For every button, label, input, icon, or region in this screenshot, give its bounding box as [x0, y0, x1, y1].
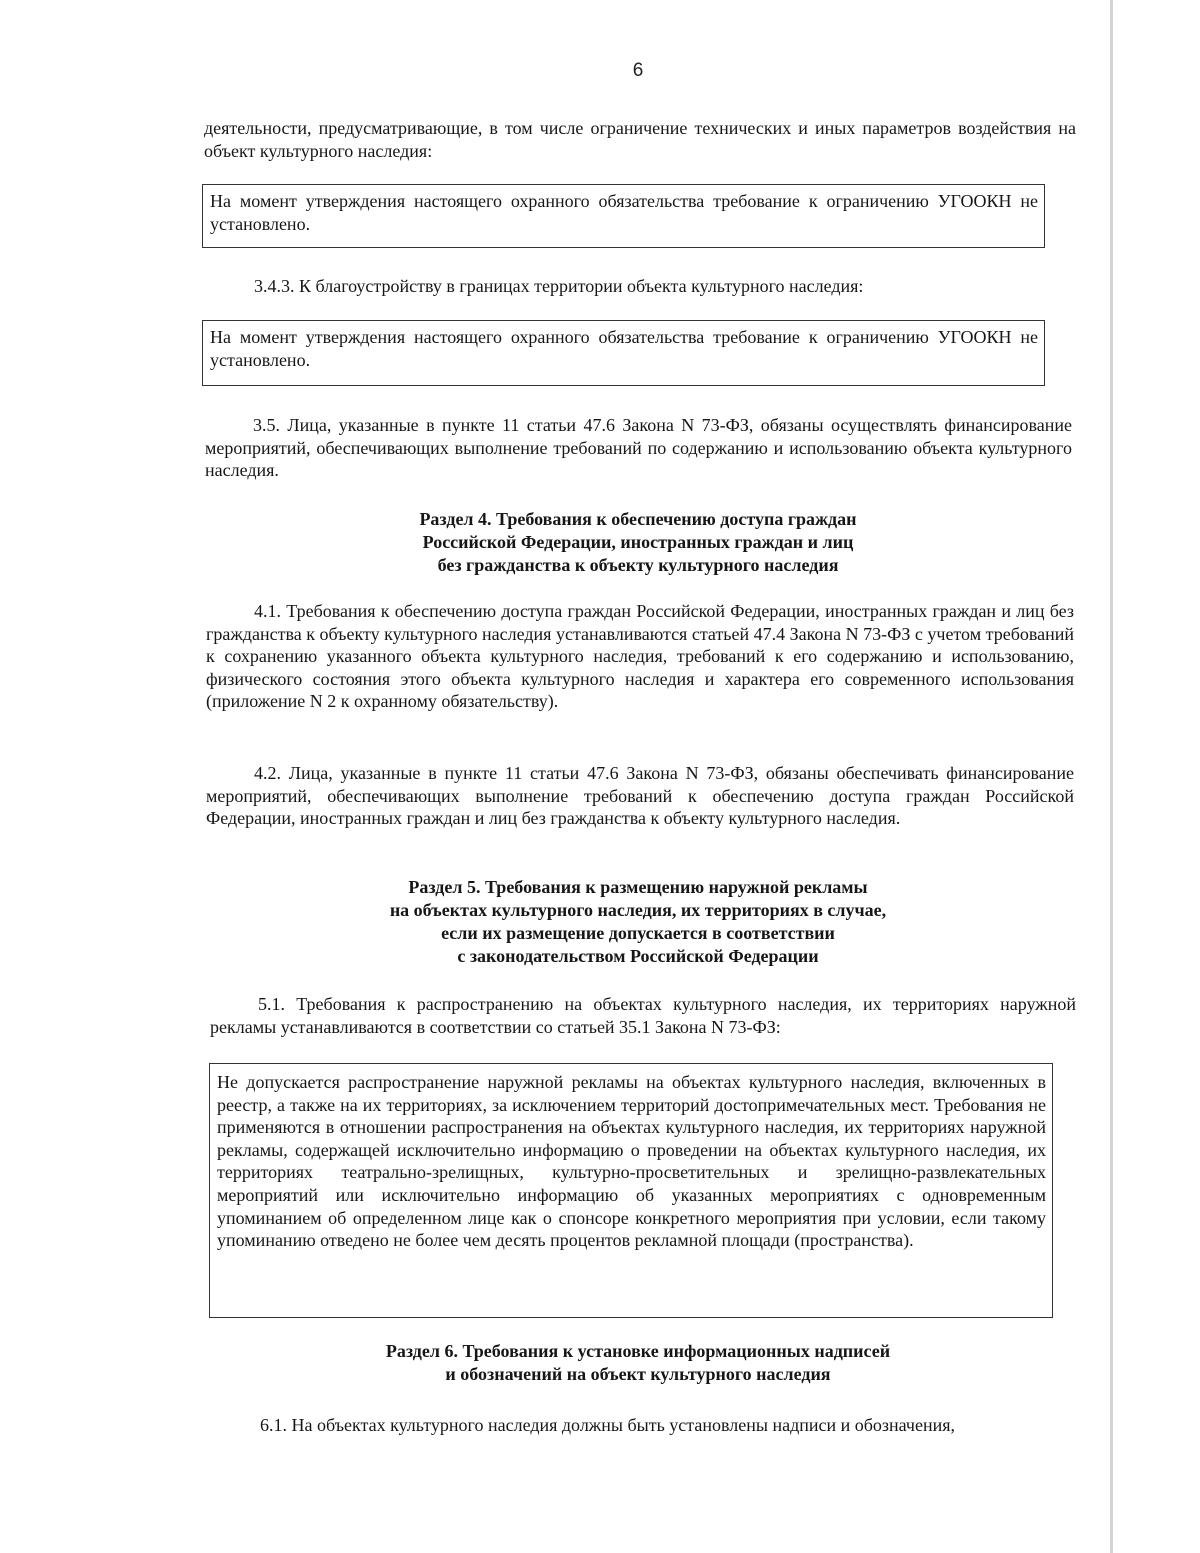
- clause-5-1: 5.1. Требования к распространению на объектах культурного наследия, их территориях наружной рекламы устанавливаются в соответствии со статьей 35.1 Закона N 73-ФЗ:: [210, 994, 1076, 1037]
- section-6-heading-line: Раздел 6. Требования к установке информационных надписей: [385, 1341, 891, 1361]
- section-5-heading-line: если их размещение допускается в соответствии: [441, 923, 835, 943]
- clause-6-1: 6.1. На объектах культурного наследия должны быть установлены надписи и обозначения,: [260, 1415, 956, 1435]
- section-5-heading-line: с законодательством Российской Федерации: [457, 946, 819, 966]
- page-number: 6: [632, 60, 644, 81]
- clause-3-4-3: 3.4.3. К благоустройству в границах территории объекта культурного наследия:: [254, 276, 864, 296]
- section-5-heading-line: на объектах культурного наследия, их территориях в случае,: [389, 900, 887, 920]
- advertising-requirement-box: Не допускается распространение наружной рекламы на объектах культурного наследия, включенных в реестр, а также на их территориях, за исключением территорий достопримечательных мест. Требования не применяются в отношении распространения на объектах культурного наследия, их территориях наружной рекламы, содержащей исключительно информацию о проведении на объектах культурного наследия, их территориях театрально-зрелищных, культурно-просветительных и зрелищно-развлекательных мероприятий или исключительно информацию об указанных мероприятиях с одновременным упоминанием об определенном лице как о спонсоре конкретного мероприятия при условии, если такому упоминанию отведено не более чем десять процентов рекламной площади (пространства).: [209, 1063, 1053, 1318]
- scan-edge-line: [1110, 0, 1113, 1553]
- section-4-heading-line: Раздел 4. Требования к обеспечению доступа граждан: [419, 509, 857, 529]
- clause-3-5: 3.5. Лица, указанные в пункте 11 статьи 47.6 Закона N 73-ФЗ, обязаны осуществлять финансирование мероприятий, обеспечивающих выполнение требований по содержанию и использованию объекта культурного наследия.: [205, 415, 1072, 481]
- section-6-heading: [200, 1340, 1076, 1386]
- requirement-box-1: На момент утверждения настоящего охранного обязательства требование к ограничению УГООКН не установлено.: [202, 184, 1045, 248]
- section-4-heading-line: Российской Федерации, иностранных граждан и лиц: [422, 532, 854, 552]
- clause-4-1: 4.1. Требования к обеспечению доступа граждан Российской Федерации, иностранных граждан и лиц без гражданства к объекту культурного наследия устанавливаются статьей 47.4 Закона N 73-ФЗ с учетом требований к сохранению указанного объекта культурного наследия, требований к его содержанию и использованию, физического состояния этого объекта культурного наследия и характера его современного использования (приложение N 2 к охранному обязательству).: [206, 601, 1074, 712]
- section-5-heading-line: Раздел 5. Требования к размещению наружной рекламы: [408, 877, 868, 897]
- requirement-box-2: На момент утверждения настоящего охранного обязательства требование к ограничению УГООКН не установлено.: [202, 320, 1045, 386]
- section-5-heading: [200, 876, 1076, 968]
- section-6-heading-line: и обозначений на объект культурного наследия: [445, 1364, 831, 1384]
- section-4-heading-line: без гражданства к объекту культурного наследия: [437, 555, 839, 575]
- clause-4-2: 4.2. Лица, указанные в пункте 11 статьи 47.6 Закона N 73-ФЗ, обязаны обеспечивать финансирование мероприятий, обеспечивающих выполнение требований к обеспечению доступа граждан Российской Федерации, иностранных граждан и лиц без гражданства к объекту культурного наследия.: [206, 763, 1074, 829]
- intro-paragraph: деятельности, предусматривающие, в том числе ограничение технических и иных параметров воздействия на объект культурного наследия:: [204, 118, 1076, 161]
- section-4-heading: [200, 508, 1076, 577]
